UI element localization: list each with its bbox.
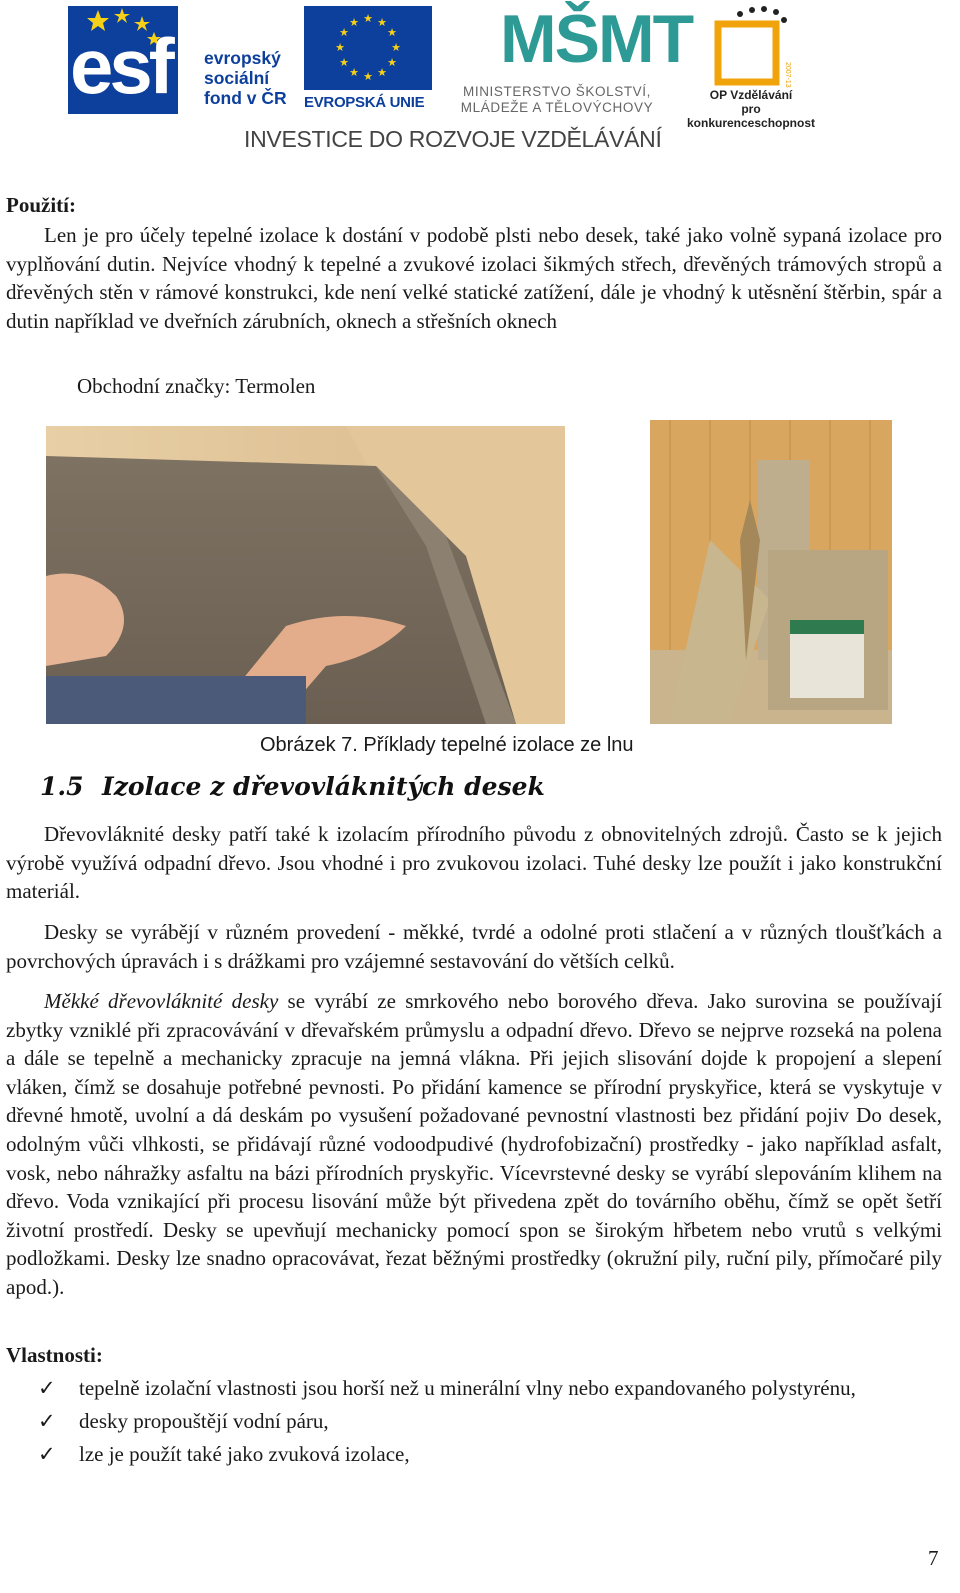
svg-text:★: ★ bbox=[363, 70, 373, 83]
photo-flax-products bbox=[650, 420, 892, 724]
checkmark-icon: ✓ bbox=[38, 1376, 56, 1400]
svg-text:★: ★ bbox=[387, 26, 397, 39]
use-paragraph bbox=[6, 221, 942, 335]
esf-line: evropský bbox=[204, 48, 281, 68]
soft-boards-paragraph bbox=[6, 987, 942, 1302]
checkmark-icon: ✓ bbox=[38, 1409, 56, 1433]
esf-flag bbox=[68, 6, 178, 114]
svg-text:★: ★ bbox=[339, 26, 349, 39]
section-number: 1.5 bbox=[40, 772, 84, 801]
svg-text:★: ★ bbox=[387, 56, 397, 69]
tagline: INVESTICE DO ROZVOJE VZDĚLÁVÁNÍ bbox=[244, 126, 662, 152]
header-logos bbox=[0, 0, 960, 160]
svg-text:★: ★ bbox=[349, 16, 359, 29]
svg-text:★: ★ bbox=[391, 41, 401, 54]
svg-text:★: ★ bbox=[339, 56, 349, 69]
op-emblem-icon bbox=[710, 4, 794, 88]
list-item-text: desky propouštějí vodní páru, bbox=[79, 1409, 329, 1433]
properties-list bbox=[0, 1372, 960, 1471]
use-paragraph-text: Len je pro účely tepelné izolace k dostání v podobě plsti nebo desek, také jako volně sypaná izolace pro vyplňování dutin. Nejvíce vhodný k tepelné a zvukové izolaci šikmých střech, dřevěných trámových stropů a dřevěných stěn v rámové konstrukci, kde není velké statické zatížení, dále je vhodný k utěsnění štěrbin, spár a dutin například ve dveřních zárubních, oknech a střešních oknech bbox=[6, 223, 942, 333]
list-item bbox=[0, 1372, 942, 1405]
soft-boards-term: Měkké dřevovláknité desky bbox=[44, 989, 279, 1013]
boards-paragraph-1 bbox=[6, 820, 942, 906]
figure-caption: Obrázek 7. Příklady tepelné izolace ze lnu bbox=[260, 734, 634, 756]
msmt-line: MINISTERSTVO ŠKOLSTVÍ, bbox=[463, 84, 651, 99]
section-title-text: Izolace z dřevovláknitých desek bbox=[102, 772, 545, 801]
msmt-wordmark bbox=[444, 84, 670, 116]
esf-line: fond v ČR bbox=[204, 88, 287, 108]
svg-text:★: ★ bbox=[335, 41, 345, 54]
section-title bbox=[40, 772, 545, 801]
boards-paragraph-2-text: Desky se vyrábějí v různém provedení - měkké, tvrdé a odolné proti stlačení a v různých tloušťkách a povrchových úpravách i s drážkami pro vzájemné sestavování do větších celků. bbox=[6, 920, 942, 973]
esf-wordmark bbox=[204, 48, 287, 108]
use-heading: Použití: bbox=[6, 193, 76, 217]
boards-paragraph-2 bbox=[6, 918, 942, 975]
op-line: pro konkurenceschopnost bbox=[686, 102, 816, 130]
list-item bbox=[0, 1438, 942, 1471]
photo-flax-insulation-install bbox=[46, 426, 565, 724]
svg-text:★: ★ bbox=[349, 66, 359, 79]
msmt-mark: MŠMT bbox=[500, 1, 693, 77]
op-line: OP Vzdělávání bbox=[709, 88, 793, 102]
list-item bbox=[0, 1405, 942, 1438]
op-badge: 2007-13 bbox=[784, 62, 791, 88]
esf-logo bbox=[68, 6, 294, 114]
eu-label: EVROPSKÁ UNIE bbox=[304, 94, 425, 111]
list-item-text: tepelně izolační vlastnosti jsou horší než u minerální vlny nebo expandovaného polystyrénu, bbox=[79, 1376, 856, 1400]
page-number: 7 bbox=[928, 1546, 939, 1570]
op-logo bbox=[676, 4, 826, 130]
msmt-line: MLÁDEŽE A TĚLOVÝCHOVY bbox=[460, 100, 654, 115]
svg-text:★: ★ bbox=[377, 16, 387, 29]
esf-line: sociální bbox=[204, 68, 270, 88]
svg-text:★: ★ bbox=[377, 66, 387, 79]
checkmark-icon: ✓ bbox=[38, 1442, 56, 1466]
trade-names: Obchodní značky: Termolen bbox=[77, 374, 316, 398]
properties-heading: Vlastnosti: bbox=[6, 1343, 103, 1367]
eu-flag bbox=[304, 6, 432, 90]
boards-paragraph-1-text: Dřevovláknité desky patří také k izolacím přírodního původu z obnovitelných zdrojů. Často se k jejich výrobě využívá odpadní dřevo. Jsou vhodné i pro zvukovou izolaci. Tuhé desky lze použít i jako konstrukční materiál. bbox=[6, 822, 942, 904]
svg-text:★: ★ bbox=[363, 12, 373, 25]
esf-letters: esf bbox=[70, 22, 171, 110]
op-wordmark bbox=[676, 88, 826, 130]
list-item-text: lze je použít také jako zvuková izolace, bbox=[79, 1442, 410, 1466]
eu-logo bbox=[304, 6, 434, 114]
soft-boards-text: se vyrábí ze smrkového nebo borového dřeva. Jako surovina se používají zbytky vzniklé při zpracovávání v dřevařském průmyslu a odpadní dřevo. Dřevo se nejprve rozseká na polena a dále se tepelně a mechanicky zpracuje na jemná vlákna. Při jejich slisování dojde k propojení a slepení vláken, čímž se dosahuje potřebné pevnosti. Po přidání kamence se přírodní pryskyřice, která se vyskytuje v dřevné hmotě, uvolní a dá deskám po vysušení požadované pevnostní vlastnosti bez přidání pojiv Do desek, odolným vůči vlhkosti, se přidávají různé vodoodpudivé (hydrofobizační) prostředky - jako například asfalt, vosk, nebo náhražky asfaltu na bázi přírodních pryskyřic. Vícevrstevné desky se vyrábí slepováním klihem na dřevo. Voda vznikající při procesu lisování může být přivedena zpět do továrního oběhu, čímž se opět šetří životní prostředí. Desky se upevňují mechanicky pomocí spon se širokým hřbetem nebo vrutů s velkými podložkami. Desky lze snadno opracovávat, řezat běžnými prostředky (okružní pily, ruční pily, přímočaré pily apod.). bbox=[6, 989, 942, 1299]
msmt-logo bbox=[442, 1, 693, 116]
